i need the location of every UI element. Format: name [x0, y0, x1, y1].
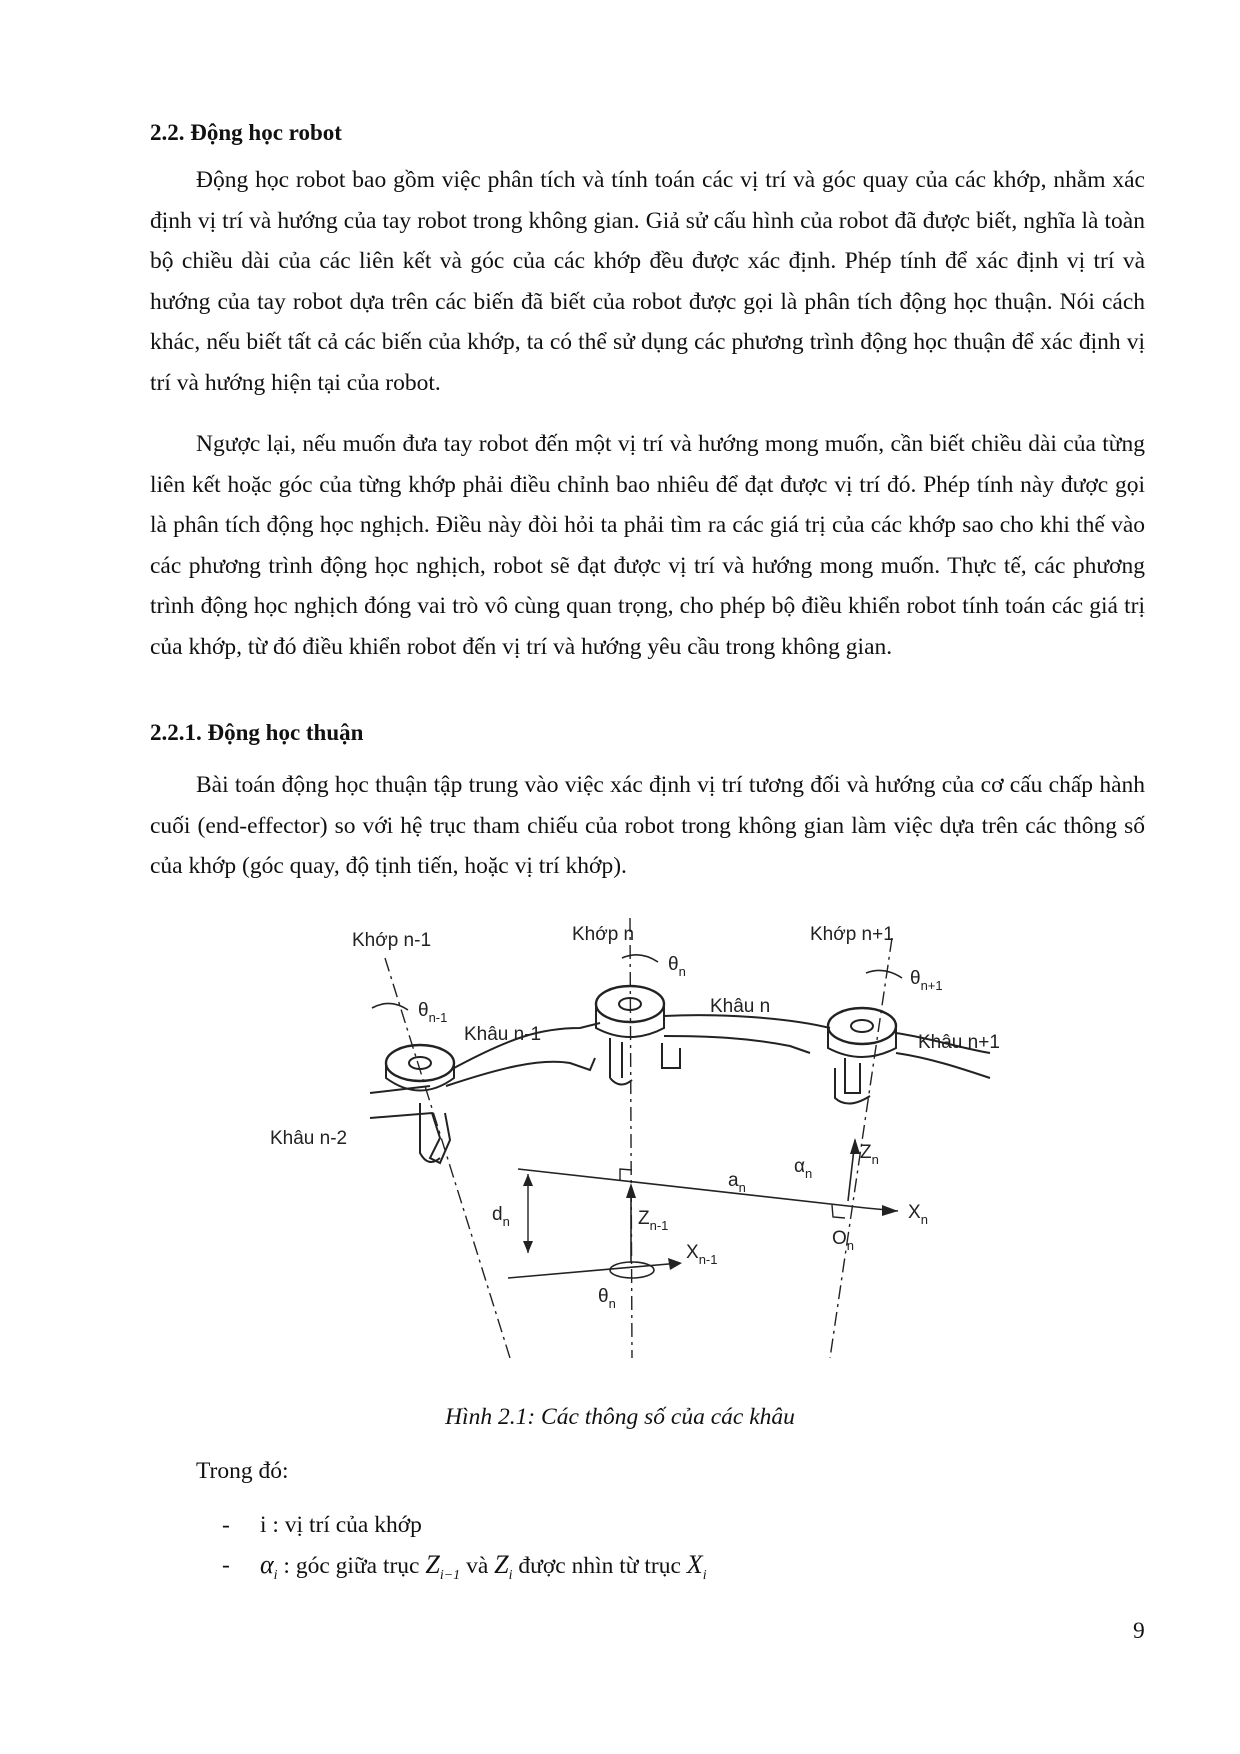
- label-x-prev: $X_{n-1}$: [686, 1242, 718, 1267]
- link-n-2: [370, 1086, 450, 1163]
- label-link-prev2: Khâu n-2: [270, 1128, 348, 1149]
- label-z-prev: $Z_{n-1}$: [638, 1208, 669, 1233]
- x-symbol: $X_i$: [686, 1550, 707, 1584]
- paragraph-2: Ngược lại, nếu muốn đưa tay robot đến một vị trí và hướng mong muốn, cần biết chiều dài của từng liên kết hoặc góc của từng khớp phải điều chỉnh bao nhiêu để đạt được vị trí đó. Phép tính này được gọi là phân tích động học nghịch. Điều này đòi hỏi ta phải tìm ra các giá trị của các khớp sao cho khi thế vào các phương trình động học nghịch, robot sẽ đạt được vị trí và hướng mong muốn. Thực tế, các phương trình động học nghịch đóng vai trò vô cùng quan trọng, cho phép bộ điều khiển robot tính toán các giá trị của khớp, từ đó điều khiển robot đến vị trí và hướng yêu cầu trong không gian.: [150, 431, 1145, 660]
- joint-axis-n: [630, 918, 632, 1358]
- label-x-n: $X_n$: [908, 1202, 928, 1227]
- bullet-text: và: [466, 1553, 489, 1579]
- list-item: [222, 1505, 707, 1545]
- bullet-text: : góc giữa trục: [283, 1553, 420, 1579]
- bullet-dash: -: [222, 1552, 230, 1578]
- z-symbol: $Z_i$: [494, 1550, 513, 1584]
- link-parameters-diagram: [270, 918, 1000, 1358]
- bullet-dash: -: [222, 1512, 230, 1538]
- list-item: [222, 1545, 707, 1585]
- label-theta-next: $\theta_{n+1}$: [910, 968, 943, 993]
- label-joint-n: Khớp n: [572, 924, 635, 945]
- label-theta-prev: $\theta_{n-1}$: [418, 1000, 448, 1025]
- label-link-n: Khâu n: [710, 996, 771, 1017]
- joint-axis-prev: [385, 958, 510, 1358]
- bullet-text: i : vị trí của khớp: [260, 1512, 422, 1538]
- label-o-n: $O_n$: [832, 1228, 855, 1253]
- label-z-n: $Z_n$: [860, 1142, 879, 1167]
- paragraph-3: Bài toán động học thuận tập trung vào việc xác định vị trí tương đối và hướng của cơ cấu chấp hành cuối (end-effector) so với hệ trục tham chiếu của robot trong không gian làm việc dựa trên các thông số của khớp (góc quay, độ tịnh tiến, hoặc vị trí khớp).: [150, 772, 1145, 879]
- figure-caption: Hình 2.1: Các thông số của các khâu: [445, 1404, 795, 1430]
- label-joint-next: Khớp n+1: [810, 924, 894, 945]
- section-heading: 2.2. Động học robot: [150, 120, 342, 145]
- label-link-next: Khâu n+1: [918, 1032, 1000, 1053]
- label-joint-prev: Khớp n-1: [352, 930, 432, 951]
- link-n: [662, 1015, 830, 1068]
- label-theta-n: $\theta_n$: [668, 954, 686, 979]
- label-d-n: $d_n$: [492, 1204, 510, 1229]
- subsection-heading: 2.2.1. Động học thuận: [150, 720, 364, 745]
- paragraph-1: Động học robot bao gồm việc phân tích và tính toán các vị trí và góc quay của các khớp, nhằm xác định vị trí và hướng của tay robot trong không gian. Giả sử cấu hình của robot đã được biết, nghĩa là toàn bộ chiều dài của các liên kết và góc của các khớp đều được xác định. Phép tính để xác định vị trí và hướng của tay robot dựa trên các biến đã biết của robot được gọi là phân tích động học thuận. Nói cách khác, nếu biết tất cả các biến của khớp, ta có thể sử dụng các phương trình động học thuận để xác định vị trí và hướng hiện tại của robot.: [150, 167, 1145, 396]
- label-a-n: $a_n$: [728, 1170, 746, 1195]
- page-number: 9: [1133, 1618, 1145, 1644]
- bullet-text: được nhìn từ trục: [518, 1553, 681, 1579]
- definition-list: [222, 1505, 707, 1585]
- label-alpha-n: $\alpha_n$: [794, 1156, 813, 1181]
- alpha-symbol: $\alpha_i$: [260, 1550, 278, 1584]
- where-label: Trong đó:: [196, 1458, 289, 1484]
- label-theta-bottom: $\theta_n$: [598, 1286, 616, 1311]
- label-link-prev: Khâu n-1: [464, 1024, 542, 1045]
- z-prev-symbol: $Z_{i-1}$: [425, 1550, 461, 1584]
